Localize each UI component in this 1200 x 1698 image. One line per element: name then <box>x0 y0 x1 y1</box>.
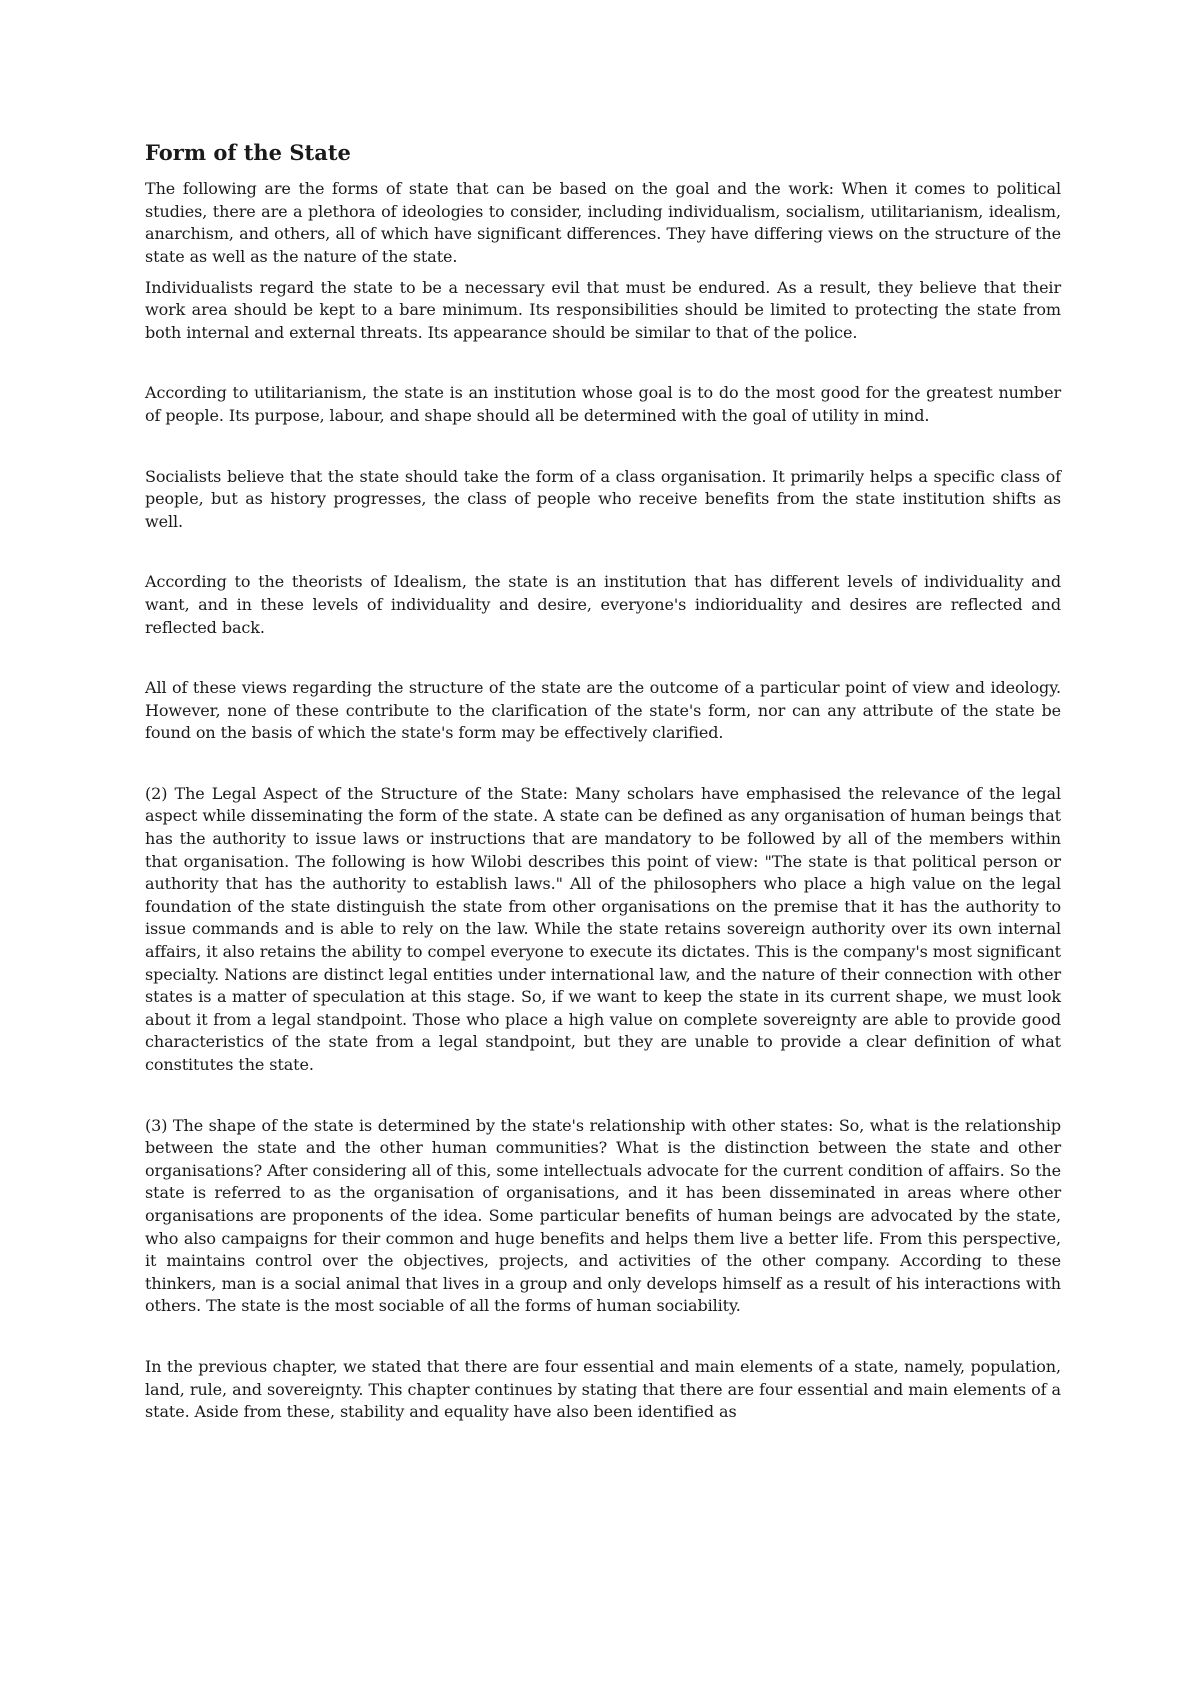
document-page <box>145 140 1061 1424</box>
paragraph-individualists: Individualists regard the state to be a necessary evil that must be endured. As a result, they believe that their work area should be kept to a bare minimum. Its responsibilities should be limited to protecting the state from both internal and external threats. Its appearance should be similar to that of the police. <box>145 277 1061 342</box>
paragraph-previous-chapter: In the previous chapter, we stated that there are four essential and main elements of a state, namely, population, land, rule, and sovereignty. This chapter continues by stating that there are four essential and main elements of a state. Aside from these, stability and equality have also been identified as <box>145 1356 1061 1422</box>
document-title: Form of the State <box>145 140 351 165</box>
paragraph-relationship: (3) The shape of the state is determined by the state's relationship with other states: So, what is the relationship between the state and the other human communities? What is the distinction between the state and other organisations? After considering all of this, some intellectuals advocate for the current condition of affairs. So the state is referred to as the organisation of organisations, and it has been disseminated in areas where other organisations are proponents of the idea. Some particular benefits of human beings are advocated by the state, who also campaigns for their common and huge benefits and helps them live a better life. From this perspective, it maintains control over the objectives, projects, and activities of the other company. According to these thinkers, man is a social animal that lives in a group and only develops himself as a result of his interactions with others. The state is the most sociable of all the forms of human sociability. <box>145 1115 1061 1316</box>
paragraph-socialists: Socialists believe that the state should take the form of a class organisation. It primarily helps a specific class of people, but as history progresses, the class of people who receive benefits from the state institution shifts as well. <box>145 466 1061 531</box>
paragraph-legal-aspect: (2) The Legal Aspect of the Structure of the State: Many scholars have emphasised the relevance of the legal aspect while disseminating the form of the state. A state can be defined as any organisation of human beings that has the authority to issue laws or instructions that are mandatory to be followed by all of the members within that organisation. The following is how Wilobi describes this point of view: "The state is that political person or authority that has the authority to establish laws." All of the philosophers who place a high value on the legal foundation of the state distinguish the state from other organisations on the premise that it has the authority to issue commands and is able to rely on the law. While the state retains sovereign authority over its own internal affairs, it also retains the ability to compel everyone to execute its dictates. This is the company's most significant specialty. Nations are distinct legal entities under international law, and the nature of their connection with other states is a matter of speculation at this stage. So, if we want to keep the state in its current shape, we must look about it from a legal standpoint. Those who place a high value on complete sovereignty are able to provide good characteristics of the state from a legal standpoint, but they are unable to provide a clear definition of what constitutes the state. <box>145 783 1061 1074</box>
paragraph-forms-intro: The following are the forms of state that can be based on the goal and the work: When it comes to political studies, there are a plethora of ideologies to consider, including individualism, socialism, utilitarianism, idealism, anarchism, and others, all of which have significant differences. They have differing views on the structure of the state as well as the nature of the state. <box>145 179 1061 266</box>
paragraph-utilitarianism: According to utilitarianism, the state is an institution whose goal is to do the most good for the greatest number of people. Its purpose, labour, and shape should all be determined with the goal of utility in mind. <box>145 383 1061 425</box>
paragraph-views-outcome: All of these views regarding the structure of the state are the outcome of a particular point of view and ideology. However, none of these contribute to the clarification of the state's form, nor can any attribute of the state be found on the basis of which the state's form may be effectively clarified. <box>145 678 1061 743</box>
paragraph-idealism: According to the theorists of Idealism, the state is an institution that has different levels of individuality and want, and in these levels of individuality and desire, everyone's indioriduality and desires are reflected and reflected back. <box>145 572 1061 637</box>
